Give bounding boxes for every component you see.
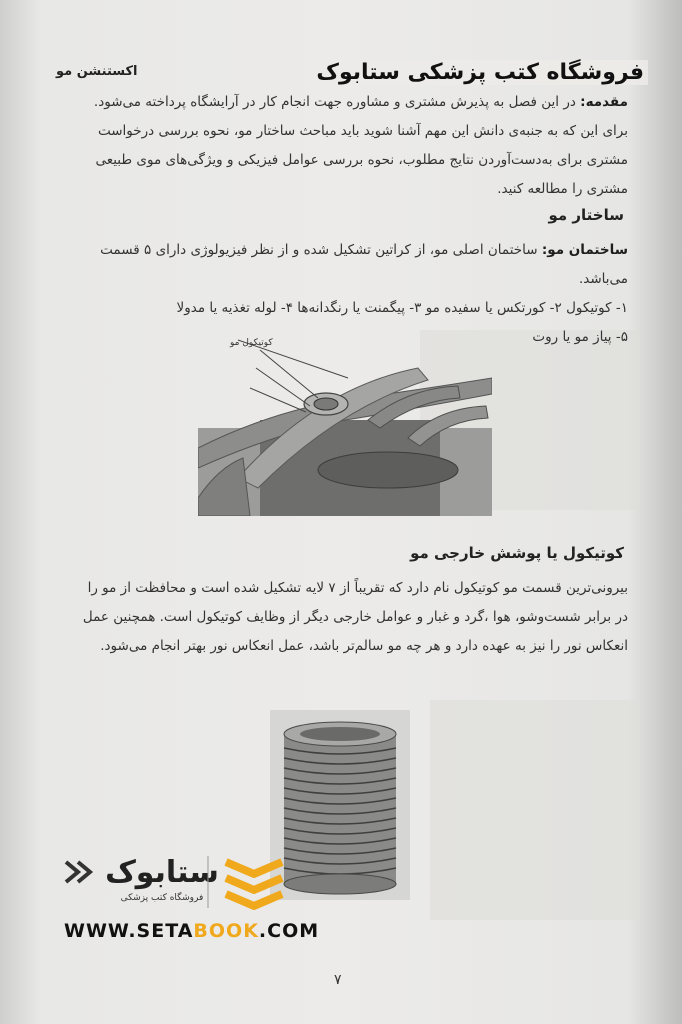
logo-mark	[58, 848, 298, 918]
structure-list-line-2: ۵- پیاز مو یا روت	[532, 329, 628, 345]
section-heading-hair-structure: ساختار مو	[548, 206, 624, 224]
intro-line-3: مشتری برای به‌دست‌آوردن نتایج مطلوب، نحوه بررسی عوامل فیزیکی و ویژگی‌های موی طبیعی	[95, 152, 628, 168]
label-leader-2	[256, 368, 310, 406]
intro-line-4: مشتری را مطالعه کنید.	[497, 181, 628, 197]
store-banner: فروشگاه کتب پزشکی ستابوک	[312, 60, 648, 85]
cuticle-paragraph	[58, 574, 628, 661]
cuticle-line-1: بیرونی‌ترین قسمت مو کوتیکول نام دارد که تقریباً از ۷ لایه تشکیل شده است و محافظت از مو را	[87, 580, 628, 596]
page-number: ۷	[334, 972, 342, 988]
logo-url-mid: BOOK	[193, 920, 259, 942]
structure-list-line-1: ۱- کوتیکول ۲- کورتکس یا سفیده مو ۳- پیگمنت یا رنگدانه‌ها ۴- لوله تغذیه یا مدولا	[176, 300, 628, 316]
bleed-through-area-2	[430, 700, 640, 920]
intro-line-2: برای این که به جنبه‌ی دانش این مهم آشنا شوید باید مباحث ساختار مو، نحوه بررسی درخواست	[97, 123, 628, 139]
cuticle-line-3: انعکاس نور را نیز به عهده دارد و هر چه مو سالم‌تر باشد، عمل انعکاس نور بهتر انجام می‌شود.	[100, 638, 628, 654]
logo-tagline: فروشگاه کتب پزشکی	[120, 893, 204, 903]
running-title: اکستنشن مو	[56, 64, 138, 79]
cylinder-opening	[300, 727, 380, 741]
cuticle-line-2: در برابر شست‌وشو، هوا ،گرد و غبار و عوامل خارجی دیگر از وظایف کوتیکول است. همچنین عمل	[82, 609, 628, 625]
section-heading-cuticle: کوتیکول یا پوشش خارجی مو	[410, 544, 624, 562]
intro-label: مقدمه:	[580, 94, 628, 110]
intro-paragraph	[58, 88, 628, 204]
book-stack-icon	[226, 862, 282, 906]
logo-url	[64, 920, 319, 942]
hair-medulla	[314, 398, 338, 410]
figure-label-cuticle: کوتیکول مو	[230, 338, 273, 348]
intro-text: در این فصل به پذیرش مشتری و مشاوره جهت انجام کار در آرایشگاه پرداخته می‌شود.	[93, 94, 581, 110]
chevron-icon-1	[66, 862, 78, 882]
logo-url-left: WWW.SETA	[64, 920, 194, 942]
intro-line-1	[58, 88, 628, 117]
logo-brand-text: ستابوک	[105, 855, 219, 890]
structure-label: ساختمان مو:	[541, 242, 628, 258]
structure-text: ساختمان اصلی مو، از کراتین تشکیل شده و از نظر فیزیولوژی دارای ۵ قسمت می‌باشد.	[100, 242, 628, 287]
logo-url-right: .COM	[258, 920, 320, 942]
hair-structure-figure	[198, 328, 492, 516]
hair-root-area	[318, 452, 458, 488]
cylinder-bottom	[284, 874, 396, 894]
structure-line-1	[58, 236, 628, 294]
label-leader-3	[250, 388, 306, 412]
